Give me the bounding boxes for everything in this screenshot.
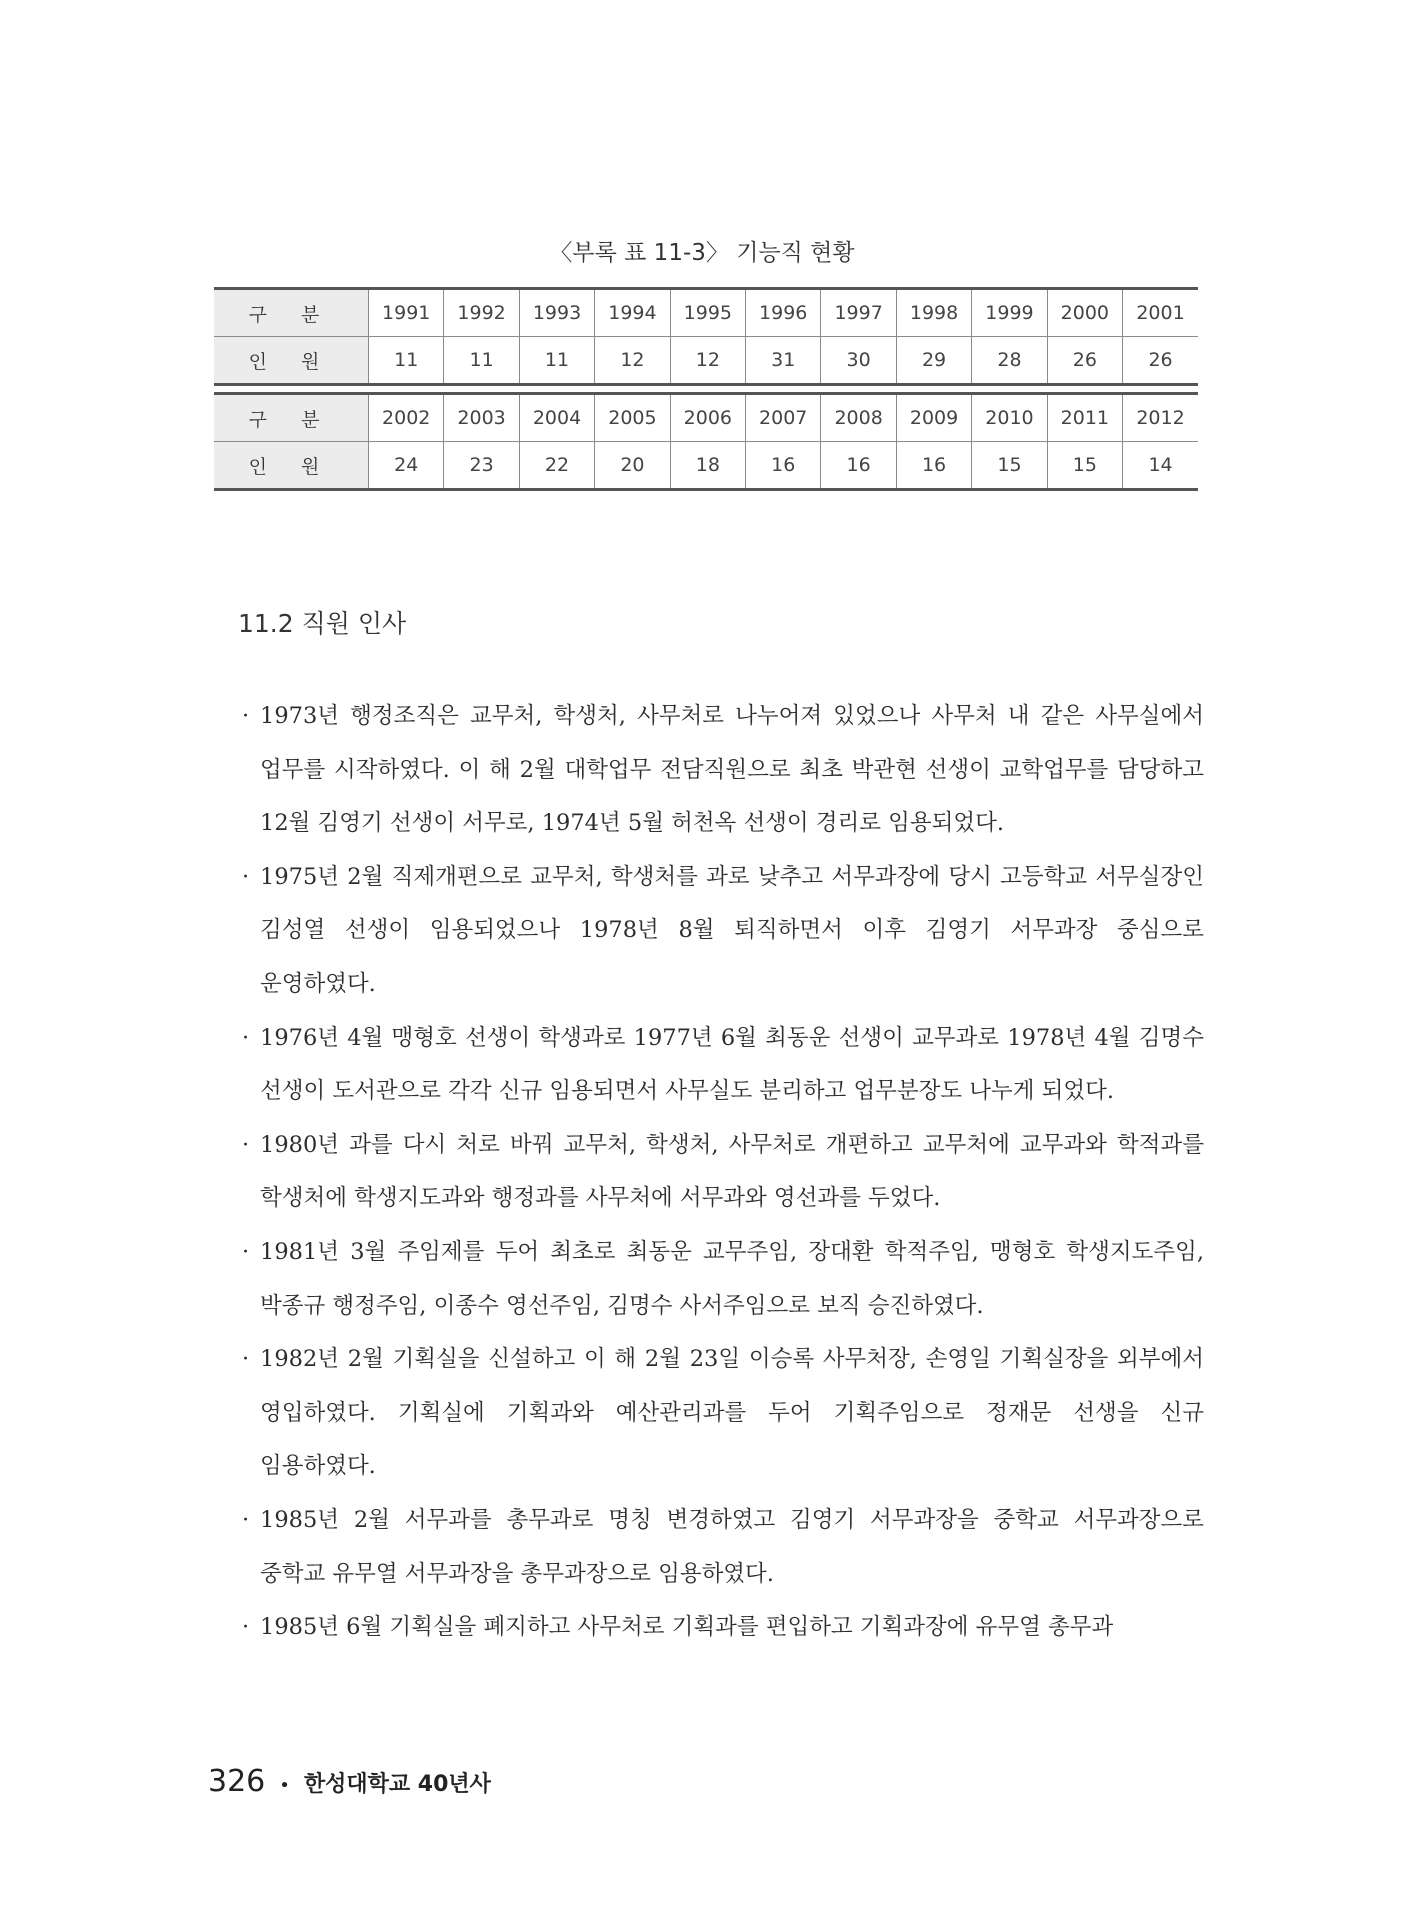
table-row (214, 442, 1198, 490)
staff-table-2002-2012 (214, 392, 1198, 491)
row-label-count: 인 원 (214, 442, 369, 490)
year-cell: 2010 (972, 394, 1047, 442)
table-caption: 〈부록 표 11-3〉 기능직 현황 (549, 240, 855, 266)
year-cell: 1993 (519, 289, 594, 337)
count-cell: 16 (746, 442, 821, 490)
paragraph (238, 1012, 1204, 1119)
count-cell: 29 (896, 337, 971, 385)
year-cell: 1992 (444, 289, 519, 337)
paragraph (238, 1119, 1204, 1226)
count-cell: 15 (1047, 442, 1122, 490)
section-heading: 11.2 직원 인사 (238, 609, 407, 638)
year-cell: 2002 (369, 394, 444, 442)
paragraph-text: 1982년 2월 기획실을 신설하고 이 해 2월 23일 이승록 사무처장, 손영일 기획실장을 외부에서 영입하였다. 기획실에 기획과와 예산관리과를 두어 기획주임으로 정재문 선생을 신규 임용하였다. (260, 1346, 1204, 1480)
bullet-mark: · (242, 1238, 250, 1265)
count-cell: 16 (896, 442, 971, 490)
count-cell: 14 (1123, 442, 1198, 490)
body-text (238, 690, 1204, 1655)
paragraph-text: 1973년 행정조직은 교무처, 학생처, 사무처로 나누어져 있었으나 사무처 내 같은 사무실에서 업무를 시작하였다. 이 해 2월 대학업무 전담직원으로 최초 박관현 선생이 교학업무를 담당하고 12월 김영기 선생이 서무로, 1974년 5월 허천옥 선생이 경리로 임용되었다. (260, 703, 1204, 837)
table-row (214, 337, 1198, 385)
year-cell: 2011 (1047, 394, 1122, 442)
count-cell: 20 (595, 442, 670, 490)
paragraph (238, 851, 1204, 1012)
count-cell: 24 (369, 442, 444, 490)
page-number: 326 (208, 1764, 266, 1799)
bullet-mark: · (242, 1024, 250, 1051)
year-cell: 2003 (444, 394, 519, 442)
count-cell: 28 (972, 337, 1047, 385)
paragraph-text: 1985년 2월 서무과를 총무과로 명칭 변경하였고 김영기 서무과장을 중학교 서무과장으로 중학교 유무열 서무과장을 총무과장으로 임용하였다. (260, 1506, 1204, 1587)
year-cell: 2012 (1123, 394, 1198, 442)
paragraph-text: 1976년 4월 맹형호 선생이 학생과로 1977년 6월 최동운 선생이 교무과로 1978년 4월 김명수 선생이 도서관으로 각각 신규 임용되면서 사무실도 분리하고 업무분장도 나누게 되었다. (260, 1024, 1204, 1105)
year-cell: 2009 (896, 394, 971, 442)
bullet-mark: · (242, 863, 250, 890)
paragraph (238, 690, 1204, 851)
count-cell: 12 (595, 337, 670, 385)
paragraph-text: 1985년 6월 기획실을 폐지하고 사무처로 기획과를 편입하고 기획과장에 유무열 총무과 (260, 1614, 1114, 1641)
paragraph (238, 1226, 1204, 1333)
count-cell: 12 (670, 337, 745, 385)
year-cell: 1997 (821, 289, 896, 337)
year-cell: 2007 (746, 394, 821, 442)
staff-table-1991-2001 (214, 287, 1198, 386)
year-cell: 1998 (896, 289, 971, 337)
table-row (214, 394, 1198, 442)
year-cell: 2004 (519, 394, 594, 442)
count-cell: 31 (746, 337, 821, 385)
count-cell: 11 (519, 337, 594, 385)
bullet-mark: · (242, 1131, 250, 1158)
count-cell: 26 (1123, 337, 1198, 385)
count-cell: 11 (444, 337, 519, 385)
year-cell: 1991 (369, 289, 444, 337)
year-cell: 1996 (746, 289, 821, 337)
bullet-mark: · (242, 703, 250, 729)
paragraph (238, 1601, 1204, 1655)
count-cell: 11 (369, 337, 444, 385)
bullet-mark: · (242, 1506, 250, 1533)
row-label-category: 구 분 (214, 289, 369, 337)
table-row (214, 289, 1198, 337)
count-cell: 23 (444, 442, 519, 490)
paragraph (238, 1333, 1204, 1494)
bullet-mark: · (242, 1346, 250, 1373)
book-title: 한성대학교 40년사 (303, 1772, 491, 1797)
year-cell: 1994 (595, 289, 670, 337)
paragraph-text: 1975년 2월 직제개편으로 교무처, 학생처를 과로 낮추고 서무과장에 당시 고등학교 서무실장인 김성열 선생이 임용되었으나 1978년 8월 퇴직하면서 이후 김영기 서무과장 중심으로 운영하였다. (260, 863, 1204, 997)
paragraph-text: 1981년 3월 주임제를 두어 최초로 최동운 교무주임, 장대환 학적주임, 맹형호 학생지도주임, 박종규 행정주임, 이종수 영선주임, 김명수 사서주임으로 보직 승진하였다. (260, 1238, 1204, 1319)
year-cell: 2006 (670, 394, 745, 442)
bullet-mark: · (242, 1614, 250, 1641)
count-cell: 26 (1047, 337, 1122, 385)
paragraph (238, 1494, 1204, 1601)
year-cell: 1999 (972, 289, 1047, 337)
footer-separator: • (279, 1775, 290, 1796)
row-label-category: 구 분 (214, 394, 369, 442)
year-cell: 2005 (595, 394, 670, 442)
page-footer (208, 1764, 491, 1799)
count-cell: 16 (821, 442, 896, 490)
year-cell: 1995 (670, 289, 745, 337)
row-label-count: 인 원 (214, 337, 369, 385)
year-cell: 2000 (1047, 289, 1122, 337)
year-cell: 2008 (821, 394, 896, 442)
count-cell: 15 (972, 442, 1047, 490)
paragraph-text: 1980년 과를 다시 처로 바꿔 교무처, 학생처, 사무처로 개편하고 교무처에 교무과와 학적과를 학생처에 학생지도과와 행정과를 사무처에 서무과와 영선과를 두었다. (260, 1131, 1204, 1212)
count-cell: 22 (519, 442, 594, 490)
year-cell: 2001 (1123, 289, 1198, 337)
count-cell: 30 (821, 337, 896, 385)
count-cell: 18 (670, 442, 745, 490)
